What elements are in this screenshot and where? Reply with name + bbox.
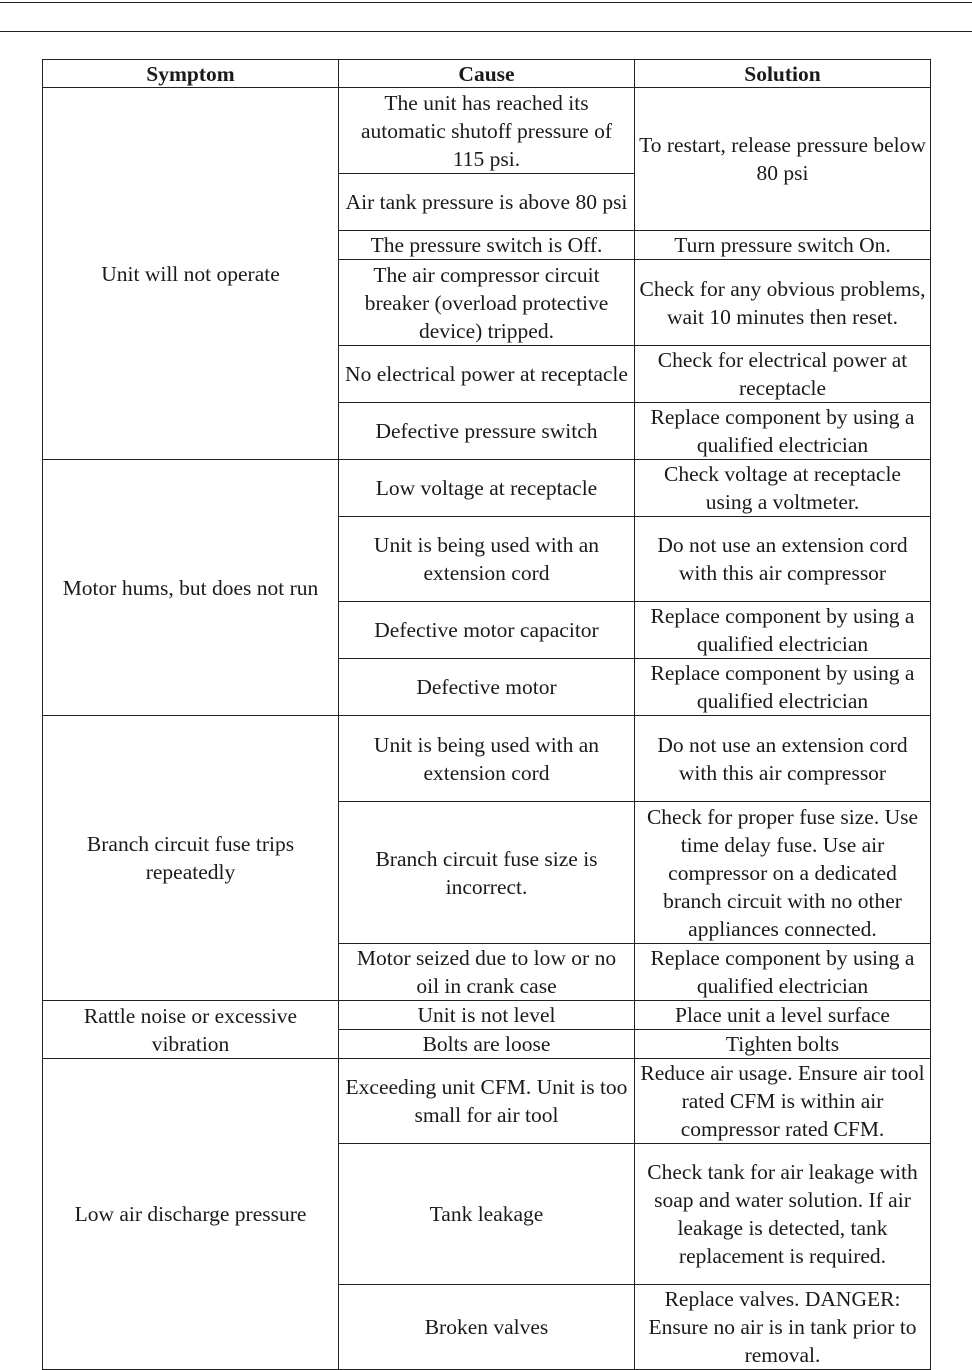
symptom-cell: Motor hums, but does not run xyxy=(43,460,339,716)
header-rule-bottom xyxy=(0,31,972,32)
solution-cell: Replace component by using a qualified electrician xyxy=(635,659,931,716)
symptom-cell: Branch circuit fuse trips repeatedly xyxy=(43,716,339,1001)
table-row xyxy=(43,1059,931,1144)
header-cause: Cause xyxy=(339,60,635,88)
symptom-cell: Rattle noise or excessive vibration xyxy=(43,1001,339,1059)
cause-cell: The unit has reached its automatic shutoff pressure of 115 psi. xyxy=(339,88,635,174)
table-row xyxy=(43,1001,931,1030)
header-solution: Solution xyxy=(635,60,931,88)
solution-cell: Check voltage at receptacle using a voltmeter. xyxy=(635,460,931,517)
troubleshooting-table xyxy=(42,59,931,1370)
cause-cell: Defective motor capacitor xyxy=(339,602,635,659)
cause-cell: Branch circuit fuse size is incorrect. xyxy=(339,802,635,944)
cause-cell: Tank leakage xyxy=(339,1144,635,1285)
solution-cell: Do not use an extension cord with this air compressor xyxy=(635,517,931,602)
cause-cell: Unit is being used with an extension cord xyxy=(339,716,635,802)
symptom-cell: Low air discharge pressure xyxy=(43,1059,339,1370)
cause-cell: Air tank pressure is above 80 psi xyxy=(339,174,635,231)
cause-cell: Motor seized due to low or no oil in crank case xyxy=(339,944,635,1001)
solution-cell: Replace component by using a qualified electrician xyxy=(635,944,931,1001)
solution-cell: Check for any obvious problems, wait 10 minutes then reset. xyxy=(635,260,931,346)
cause-cell: Unit is not level xyxy=(339,1001,635,1030)
solution-cell: Check tank for air leakage with soap and water solution. If air leakage is detected, tank replacement is required. xyxy=(635,1144,931,1285)
cause-cell: No electrical power at receptacle xyxy=(339,346,635,403)
table-row xyxy=(43,88,931,174)
solution-cell: Do not use an extension cord with this air compressor xyxy=(635,716,931,802)
solution-cell: Replace component by using a qualified electrician xyxy=(635,403,931,460)
solution-cell: Replace valves. DANGER: Ensure no air is in tank prior to removal. xyxy=(635,1285,931,1370)
cause-cell: Defective motor xyxy=(339,659,635,716)
cause-cell: Exceeding unit CFM. Unit is too small for air tool xyxy=(339,1059,635,1144)
header-symptom: Symptom xyxy=(43,60,339,88)
symptom-cell: Unit will not operate xyxy=(43,88,339,460)
cause-cell: Bolts are loose xyxy=(339,1030,635,1059)
solution-cell: Check for proper fuse size. Use time delay fuse. Use air compressor on a dedicated branch circuit with no other appliances connected. xyxy=(635,802,931,944)
table-row xyxy=(43,716,931,802)
solution-cell: Reduce air usage. Ensure air tool rated CFM is within air compressor rated CFM. xyxy=(635,1059,931,1144)
cause-cell: The pressure switch is Off. xyxy=(339,231,635,260)
solution-cell: Turn pressure switch On. xyxy=(635,231,931,260)
solution-cell: Check for electrical power at receptacle xyxy=(635,346,931,403)
cause-cell: Low voltage at receptacle xyxy=(339,460,635,517)
solution-cell: To restart, release pressure below 80 psi xyxy=(635,88,931,231)
cause-cell: Unit is being used with an extension cord xyxy=(339,517,635,602)
cause-cell: The air compressor circuit breaker (overload protective device) tripped. xyxy=(339,260,635,346)
cause-cell: Defective pressure switch xyxy=(339,403,635,460)
table-row xyxy=(43,460,931,517)
solution-cell: Tighten bolts xyxy=(635,1030,931,1059)
solution-cell: Replace component by using a qualified electrician xyxy=(635,602,931,659)
table-header-row xyxy=(43,60,931,88)
cause-cell: Broken valves xyxy=(339,1285,635,1370)
solution-cell: Place unit a level surface xyxy=(635,1001,931,1030)
header-rule-top xyxy=(0,2,972,3)
